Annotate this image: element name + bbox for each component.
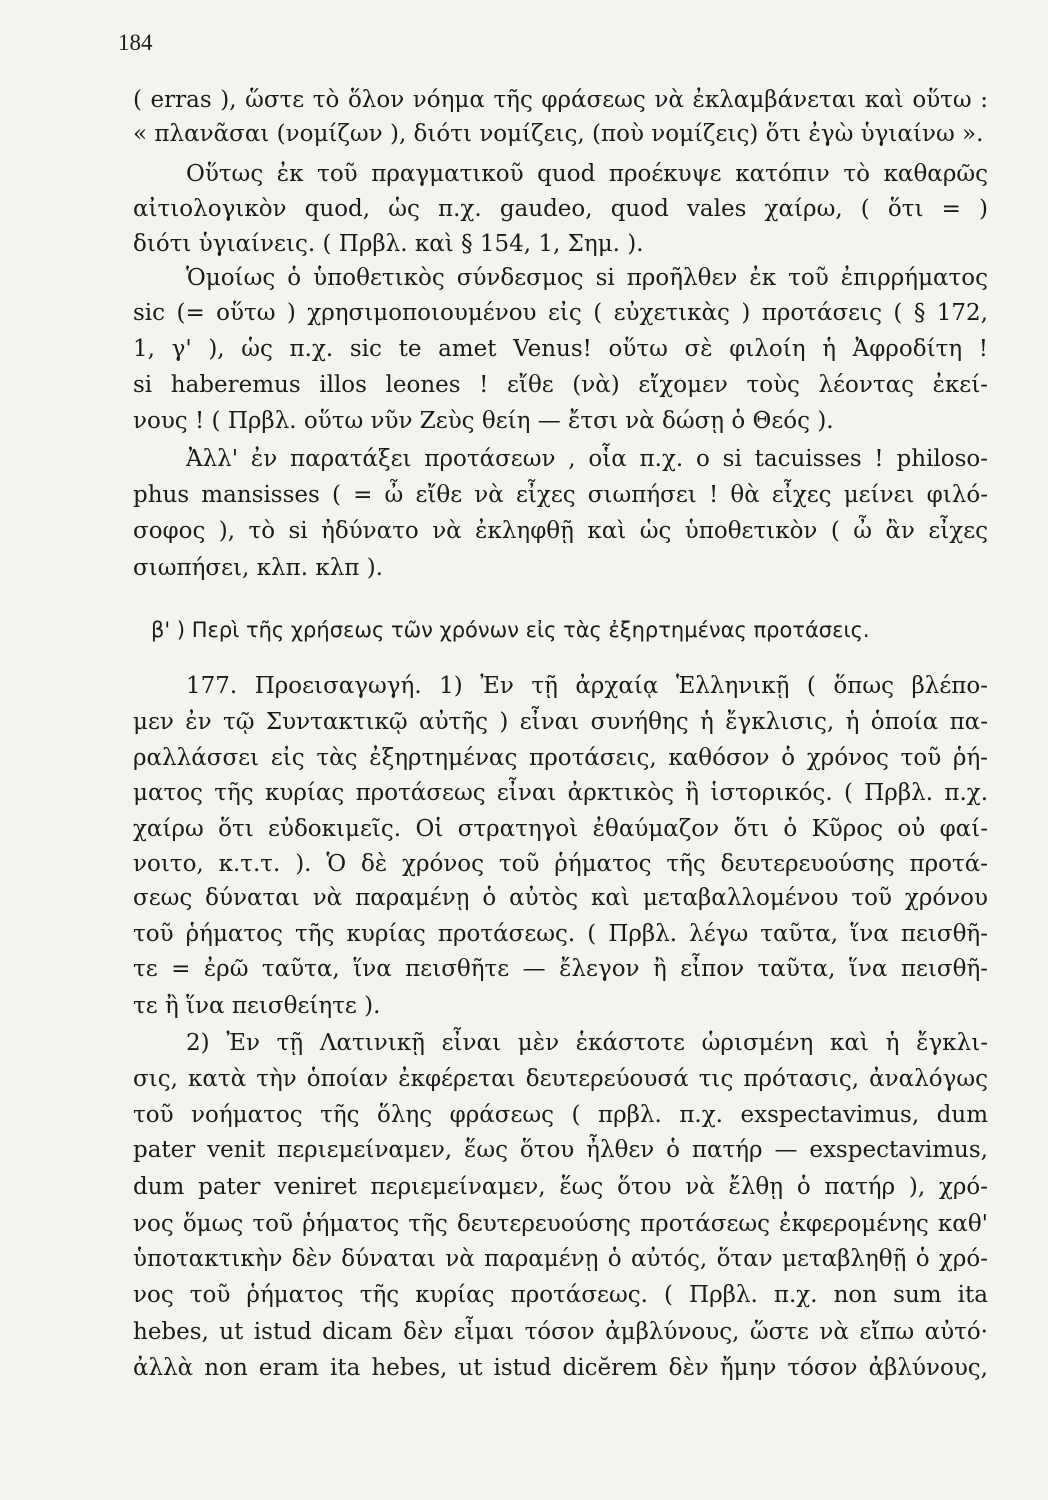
text-line: Οὕτως ἐκ τοῦ πραγματικοῦ quod προέκυψε κατόπιν τὸ καθαρῶς: [186, 161, 988, 187]
text-line: νους ! ( Πρβλ. οὕτω νῦν Ζεὺς θείη — ἔτσι νὰ δώσῃ ὁ Θεός ).: [133, 408, 834, 434]
text-line: 1, γ' ), ὡς π.χ. sic te amet Venus! οὕτω σὲ φιλοίη ἡ Ἀφροδίτη !: [133, 336, 988, 362]
text-line: sic (= οὕτω ) χρησιμοποιουμένου εἰς ( εὐχετικὰς ) προτάσεις ( § 172,: [133, 300, 988, 326]
text-line: σιωπήσει, κλπ. κλπ ).: [133, 555, 383, 581]
section-heading: β' ) Περὶ τῆς χρήσεως τῶν χρόνων εἰς τὰς ἐξηρτημένας προτάσεις.: [151, 618, 870, 642]
text-line: 2) Ἐν τῇ Λατινικῇ εἶναι μὲν ἑκάστοτε ὡρισμένη καὶ ἡ ἔγκλι-: [186, 1030, 988, 1056]
text-line: phus mansisses ( = ὦ εἴθε νὰ εἶχες σιωπήσει ! θὰ εἶχες μείνει φιλό-: [133, 482, 988, 508]
text-line: τε ἢ ἵνα πεισθείητε ).: [133, 993, 381, 1019]
text-line: ὑποτακτικὴν δὲν δύναται νὰ παραμένῃ ὁ αὐτός, ὅταν μεταβληθῇ ὁ χρό-: [133, 1246, 988, 1272]
text-line: νος ὅμως τοῦ ῥήματος τῆς δευτερευούσης προτάσεως ἐκφερομένης καθ': [133, 1211, 988, 1237]
text-line: σοφος ), τὸ si ἠδύνατο νὰ ἐκληφθῇ καὶ ὡς ὑποθετικὸν ( ὦ ἂν εἶχες: [133, 518, 988, 544]
text-line: Ὁμοίως ὁ ὑποθετικὸς σύνδεσμος si προῆλθεν ἐκ τοῦ ἐπιρρήματος: [186, 265, 988, 291]
text-line: dum pater veniret περιεμείναμεν, ἕως ὅτου νὰ ἔλθῃ ὁ πατήρ ), χρό-: [133, 1174, 988, 1200]
page-number: 184: [118, 30, 153, 55]
text-line: ραλλάσσει εἰς τὰς ἐξηρτημένας προτάσεις, καθόσον ὁ χρόνος τοῦ ῥή-: [133, 745, 988, 771]
text-line: τοῦ νοήματος τῆς ὅλης φράσεως ( πρβλ. π.χ. exspectavimus, dum: [133, 1102, 988, 1128]
text-line: Ἀλλ' ἐν παρατάξει προτάσεων , οἷα π.χ. o si tacuisses ! philoso-: [186, 446, 988, 472]
text-line: διότι ὑγιαίνεις. ( Πρβλ. καὶ § 154, 1, Σημ. ).: [133, 231, 644, 257]
text-line: αἰτιολογικὸν quod, ὡς π.χ. gaudeo, quod vales χαίρω, ( ὅτι = ): [133, 196, 988, 222]
text-line: hebes, ut istud dicam δὲν εἶμαι τόσον ἀμβλύνους, ὥστε νὰ εἴπω αὐτό·: [133, 1319, 988, 1345]
text-line: ματος τῆς κυρίας προτάσεως εἶναι ἀρκτικὸς ἢ ἱστορικός. ( Πρβλ. π.χ.: [133, 780, 988, 806]
text-line: ( erras ), ὥστε τὸ ὅλον νόημα τῆς φράσεως νὰ ἐκλαμβάνεται καὶ οὕτω :: [133, 87, 988, 113]
text-line: pater venit περιεμείναμεν, ἕως ὅτου ἦλθεν ὁ πατήρ — exspectavimus,: [133, 1137, 988, 1163]
text-line: τε = ἐρῶ ταῦτα, ἵνα πεισθῆτε — ἔλεγον ἢ εἶπον ταῦτα, ἵνα πεισθῆ-: [133, 956, 988, 982]
text-line: « πλανᾶσαι (νομίζων ), διότι νομίζεις, (ποὺ νομίζεις) ὅτι ἐγὼ ὑγιαίνω ».: [133, 121, 984, 147]
text-line: si haberemus illos leones ! εἴθε (νὰ) εἴχομεν τοὺς λέοντας ἐκεί-: [133, 372, 988, 398]
text-line: νοιτο, κ.τ.τ. ). Ὁ δὲ χρόνος τοῦ ῥήματος τῆς δευτερευούσης προτά-: [133, 851, 988, 877]
text-line: τοῦ ῥήματος τῆς κυρίας προτάσεως. ( Πρβλ. λέγω ταῦτα, ἵνα πεισθῆ-: [133, 921, 988, 947]
text-line: σις, κατὰ τὴν ὁποίαν ἐκφέρεται δευτερεύουσά τις πρότασις, ἀναλόγως: [133, 1066, 988, 1092]
text-line: σεως δύναται νὰ παραμένῃ ὁ αὐτὸς καὶ μεταβαλλομένου τοῦ χρόνου: [133, 885, 988, 911]
text-line: χαίρω ὅτι εὐδοκιμεῖς. Οἱ στρατηγοὶ ἐθαύμαζον ὅτι ὁ Κῦρος οὐ φαί-: [133, 816, 988, 842]
text-line: νος τοῦ ῥήματος τῆς κυρίας προτάσεως. ( Πρβλ. π.χ. non sum ita: [133, 1282, 988, 1308]
paragraph-177-line: 177. Προεισαγωγή. 1) Ἐν τῇ ἀρχαίᾳ Ἑλληνικῇ ( ὅπως βλέπο-: [186, 673, 988, 699]
text-line: ἀλλὰ non eram ita hebes, ut istud dicĕrem δὲν ἤμην τόσον ἀβλύνους,: [133, 1355, 988, 1381]
text-line: μεν ἐν τῷ Συντακτικῷ αὐτῆς ) εἶναι συνήθης ἡ ἔγκλισις, ἡ ὁποία πα-: [133, 709, 988, 735]
